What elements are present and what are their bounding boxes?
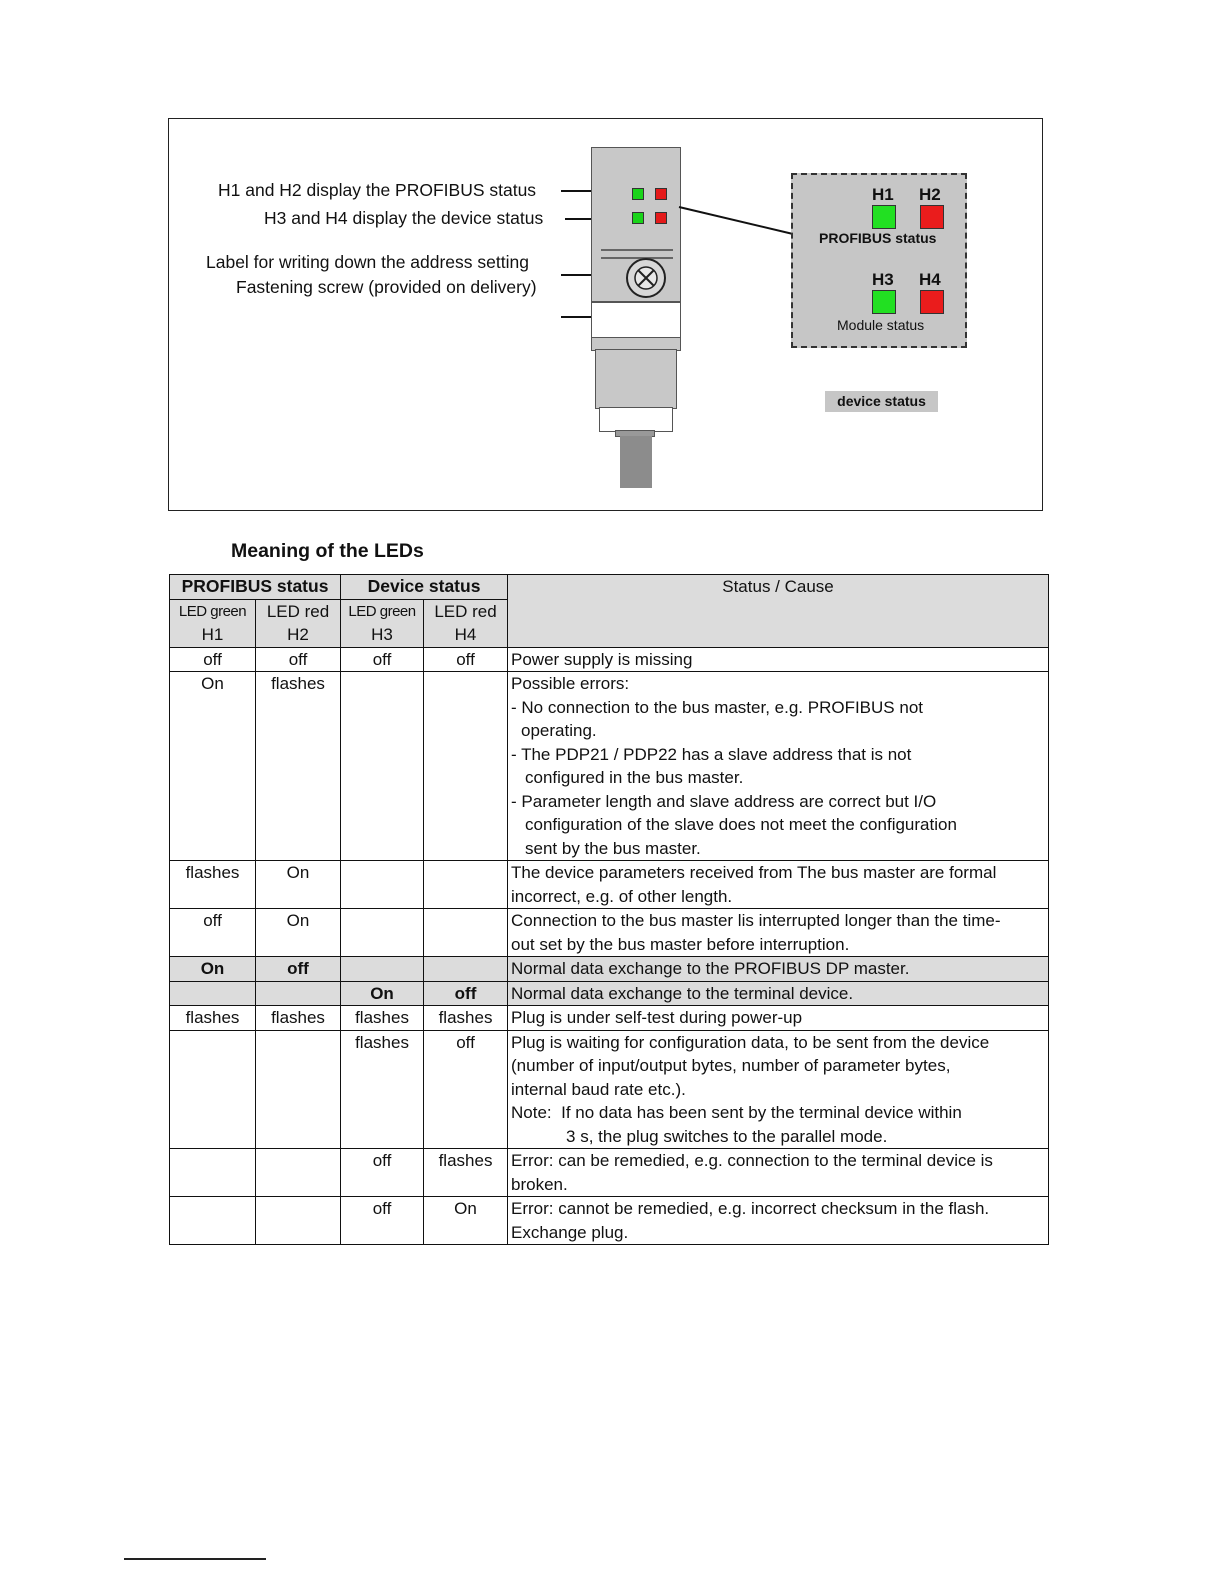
cell-h1: On <box>170 957 256 982</box>
cell-h1: off <box>170 909 256 957</box>
panel-h1-label: H1 <box>872 185 894 204</box>
cell-h3: flashes <box>341 1030 424 1149</box>
led-meaning-table <box>169 574 1049 1245</box>
cell-h4: off <box>424 647 508 672</box>
table-row <box>170 957 1049 982</box>
table-row <box>170 981 1049 1006</box>
h3-led-icon <box>632 212 644 224</box>
cell-h3 <box>341 909 424 957</box>
cell-h4: off <box>424 1030 508 1149</box>
cell-h4 <box>424 957 508 982</box>
panel-h4-label: H4 <box>919 270 941 289</box>
cell-h4 <box>424 909 508 957</box>
cell-h2: off <box>256 647 341 672</box>
cell-cause: Plug is waiting for configuration data, to be sent from the device (number of input/output bytes, number of parameter bytes, internal baud rate etc.). Note: If no data has been sent by the terminal device within 3 s, the plug switches to the parallel mode. <box>508 1030 1049 1149</box>
table-row <box>170 647 1049 672</box>
subheader-h4: LED red H4 <box>424 599 508 647</box>
led-status-panel <box>791 173 967 348</box>
cell-h2: On <box>256 861 341 909</box>
cell-h2 <box>256 1030 341 1149</box>
cell-h4: flashes <box>424 1149 508 1197</box>
cell-cause: The device parameters received from The bus master are formal incorrect, e.g. of other length. <box>508 861 1049 909</box>
table-row <box>170 1006 1049 1031</box>
h1-led-icon <box>632 188 644 200</box>
section-title: Meaning of the LEDs <box>231 540 424 562</box>
cell-cause: Power supply is missing <box>508 647 1049 672</box>
cell-h1: On <box>170 672 256 861</box>
cell-h2: On <box>256 909 341 957</box>
cell-h3: off <box>341 1149 424 1197</box>
cell-cause: Normal data exchange to the PROFIBUS DP master. <box>508 957 1049 982</box>
panel-h3-led-icon <box>872 290 896 314</box>
cell-h2: flashes <box>256 1006 341 1031</box>
cell-h1: off <box>170 647 256 672</box>
table-row <box>170 909 1049 957</box>
cell-cause: Connection to the bus master lis interrupted longer than the time- out set by the bus master before interruption. <box>508 909 1049 957</box>
cell-h2: flashes <box>256 672 341 861</box>
panel-h2-label: H2 <box>919 185 941 204</box>
cell-h4: flashes <box>424 1006 508 1031</box>
cell-h1 <box>170 1149 256 1197</box>
cell-h1 <box>170 1197 256 1245</box>
cell-h1 <box>170 981 256 1006</box>
panel-h3-label: H3 <box>872 270 894 289</box>
cell-h3: off <box>341 647 424 672</box>
footnote-divider <box>124 1558 266 1560</box>
table-row <box>170 672 1049 861</box>
table-row <box>170 1149 1049 1197</box>
callout-h3-h4: H3 and H4 display the device status <box>264 208 544 228</box>
cell-h2 <box>256 1149 341 1197</box>
cell-cause: Error: can be remedied, e.g. connection to the terminal device is broken. <box>508 1149 1049 1197</box>
subheader-h3: LED green H3 <box>341 599 424 647</box>
cell-cause: Error: cannot be remedied, e.g. incorrect checksum in the flash. Exchange plug. <box>508 1197 1049 1245</box>
cell-h4 <box>424 861 508 909</box>
callout-label: Label for writing down the address setting <box>206 252 529 272</box>
cell-h3: On <box>341 981 424 1006</box>
h4-led-icon <box>655 212 667 224</box>
cell-h4 <box>424 672 508 861</box>
subheader-h2: LED red H2 <box>256 599 341 647</box>
panel-profibus-status: PROFIBUS status <box>819 230 937 246</box>
subheader-h1: LED green H1 <box>170 599 256 647</box>
table-header-row <box>170 575 1049 600</box>
cell-h2 <box>256 1197 341 1245</box>
h2-led-icon <box>655 188 667 200</box>
cell-cause: Possible errors: - No connection to the bus master, e.g. PROFIBUS not operating. - The PDP21 / PDP22 has a slave address that is not configured in the bus master. - Parameter length and slave address are correct but I/O configuration of the slave does not meet the configuration sent by the bus master. <box>508 672 1049 861</box>
cell-h3 <box>341 957 424 982</box>
table-row <box>170 1030 1049 1149</box>
device-figure <box>168 118 1043 511</box>
cell-h1 <box>170 1030 256 1149</box>
cell-h2: off <box>256 957 341 982</box>
cell-h4: off <box>424 981 508 1006</box>
panel-h4-led-icon <box>920 290 944 314</box>
cell-cause: Normal data exchange to the terminal device. <box>508 981 1049 1006</box>
panel-module-status: Module status <box>837 317 925 333</box>
table-row <box>170 1197 1049 1245</box>
cell-h1: flashes <box>170 861 256 909</box>
panel-h2-led-icon <box>920 205 944 229</box>
header-status-cause: Status / Cause <box>508 575 1049 648</box>
header-profibus-status: PROFIBUS status <box>170 575 341 600</box>
cell-cause: Plug is under self-test during power-up <box>508 1006 1049 1031</box>
callout-screw: Fastening screw (provided on delivery) <box>236 277 537 297</box>
cell-h1: flashes <box>170 1006 256 1031</box>
cell-h3: off <box>341 1197 424 1245</box>
header-device-status: Device status <box>341 575 508 600</box>
device-status-tag: device status <box>825 391 938 412</box>
cell-h2 <box>256 981 341 1006</box>
connector-line <box>677 205 797 237</box>
callout-h1-h2: H1 and H2 display the PROFIBUS status <box>218 180 537 200</box>
cell-h3: flashes <box>341 1006 424 1031</box>
table-row <box>170 861 1049 909</box>
cell-h3 <box>341 672 424 861</box>
cell-h4: On <box>424 1197 508 1245</box>
fastening-screw-icon <box>624 257 668 299</box>
cell-h3 <box>341 861 424 909</box>
panel-h1-led-icon <box>872 205 896 229</box>
